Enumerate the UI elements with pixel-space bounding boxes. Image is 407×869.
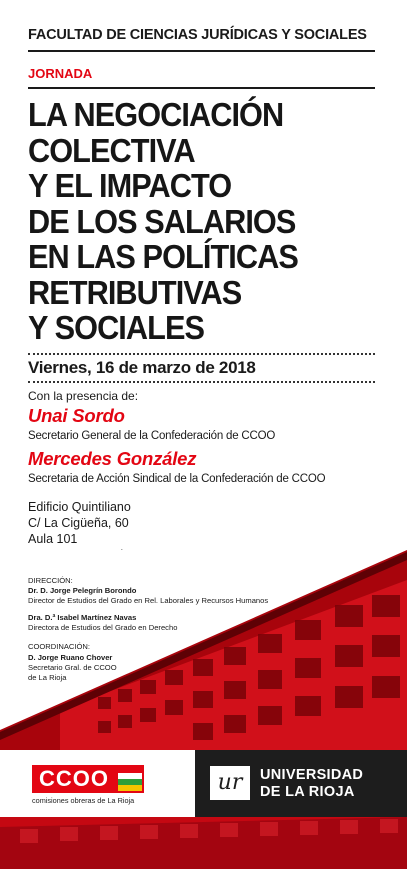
dotted-divider [28, 353, 375, 355]
coordinator-role: de La Rioja [28, 673, 67, 682]
title-rule [28, 87, 375, 89]
faculty-name: FACULTAD DE CIENCIAS JURÍDICAS Y SOCIALES [28, 27, 367, 43]
director-name: Dr. D. Jorge Pelegrín Borondo [28, 586, 137, 595]
coordinator-role: Secretario Gral. de CCOO [28, 663, 117, 672]
title-line: LA NEGOCIACIÓN [28, 96, 284, 133]
director-role: Directora de Estudios del Grado en Derecho [28, 623, 178, 632]
title-line: Y EL IMPACTO [28, 167, 232, 204]
dotted-divider [28, 381, 375, 383]
venue-room: Aula 101 [28, 532, 78, 546]
ccoo-caption: comisiones obreras de La Rioja [32, 796, 135, 805]
venue-street: C/ La Cigüeña, 60 [28, 516, 129, 530]
university-mark: ur [210, 766, 250, 800]
title-line: Y SOCIALES [28, 309, 205, 346]
la-rioja-flag-icon [118, 767, 142, 791]
university-name-line: UNIVERSIDAD [260, 767, 364, 783]
coordinator-name: D. Jorge Ruano Chover [28, 653, 113, 662]
coordination-label: COORDINACIÓN: [28, 642, 91, 651]
speaker-role: Secretario General de la Confederación de CCOO [28, 430, 276, 442]
presence-label: Con la presencia de: [28, 389, 139, 403]
university-name-line: DE LA RIOJA [260, 784, 355, 800]
header-rule [28, 50, 375, 52]
event-date: Viernes, 16 de marzo de 2018 [28, 358, 256, 377]
ccoo-wordmark: CCOO [39, 766, 109, 791]
event-title [28, 97, 388, 346]
title-line: EN LAS POLÍTICAS [28, 238, 298, 275]
bottom-red-band [0, 817, 407, 869]
direction-label: DIRECCIÓN: [28, 576, 73, 585]
speaker-name: Unai Sordo [28, 405, 125, 426]
event-type: JORNADA [28, 66, 93, 81]
director-role: Director de Estudios del Grado en Rel. Laborales y Recursos Humanos [28, 596, 269, 605]
speaker-name: Mercedes González [28, 448, 197, 469]
speaker-role: Secretaria de Acción Sindical de la Confederación de CCOO [28, 473, 326, 485]
director-name: Dra. D.ª Isabel Martínez Navas [28, 613, 137, 622]
venue-building: Edificio Quintiliano [28, 500, 131, 514]
university-name [260, 767, 363, 801]
ccoo-logo [32, 765, 144, 793]
title-line: DE LOS SALARIOS [28, 202, 296, 240]
title-line: COLECTIVA [28, 131, 195, 169]
title-line: RETRIBUTIVAS [28, 273, 242, 311]
